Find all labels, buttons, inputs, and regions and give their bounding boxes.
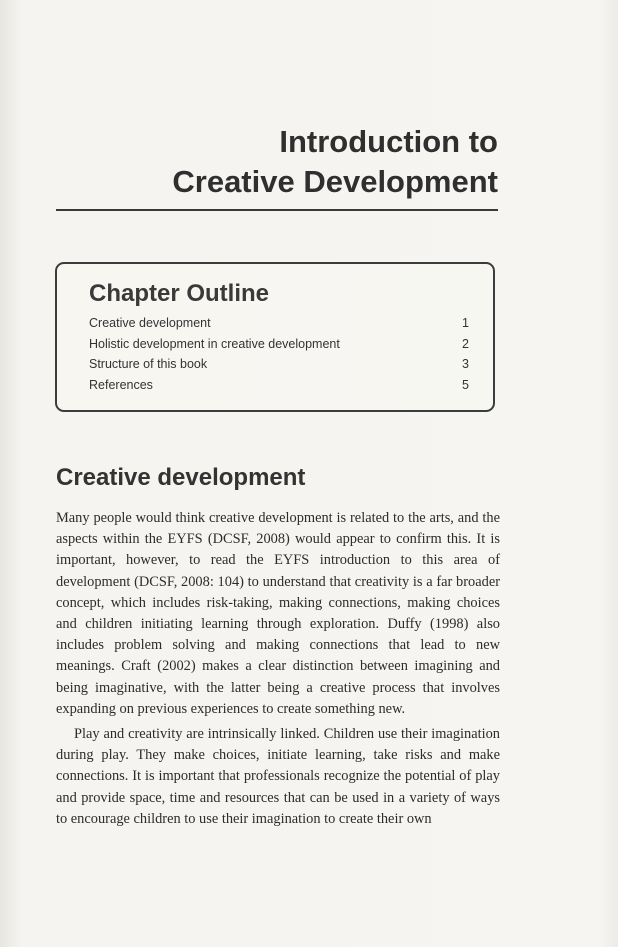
chapter-title-line-1: Introduction to: [279, 124, 498, 159]
chapter-outline-box: [55, 262, 495, 412]
outline-item-label: Creative development: [89, 316, 211, 330]
outline-item-page: 3: [462, 357, 469, 371]
outline-item: [89, 337, 469, 358]
outline-item-page: 2: [462, 336, 469, 351]
outline-item-label: Holistic development in creative development: [89, 336, 340, 351]
chapter-outline-list: [89, 316, 469, 398]
outline-item: [89, 316, 469, 337]
body-text: [56, 508, 500, 830]
body-paragraph: Many people would think creative development is related to the arts, and the aspects within the EYFS (DCSF, 2008) would appear to confirm this. It is important, however, to read the EYFS introduction to this area of development (DCSF, 2008: 104) to understand that creativity is a far broader concept, which includes risk-taking, making connections, making choices and children initiating learning through exploration. Duffy (1998) also includes problem solving and making connections that lead to new meanings. Craft (2002) makes a clear distinction between imagining and being imaginative, with the latter being a creative process that involves expanding on previous experiences to create something new.: [56, 510, 500, 717]
chapter-title-line-2: Creative Development: [172, 164, 498, 199]
outline-item: [89, 357, 469, 378]
chapter-title: [38, 122, 498, 202]
outline-item: [89, 378, 469, 399]
outline-item-label: References: [89, 377, 153, 392]
chapter-outline-heading: Chapter Outline: [89, 280, 270, 307]
outline-item-page: 5: [462, 377, 469, 392]
outline-item-label: Structure of this book: [89, 357, 208, 371]
section-heading: Creative development: [56, 464, 306, 491]
outline-item-page: 1: [462, 316, 469, 330]
body-paragraph: Play and creativity are intrinsically linked. Children use their imagination during play. They make choices, initiate learning, take risks and make connections. It is important that professionals recognize the potential of play and provide space, time and resources that can be used in a variety of ways to encourage children to use their imagination to create their own: [56, 726, 500, 827]
title-divider: [56, 209, 498, 211]
